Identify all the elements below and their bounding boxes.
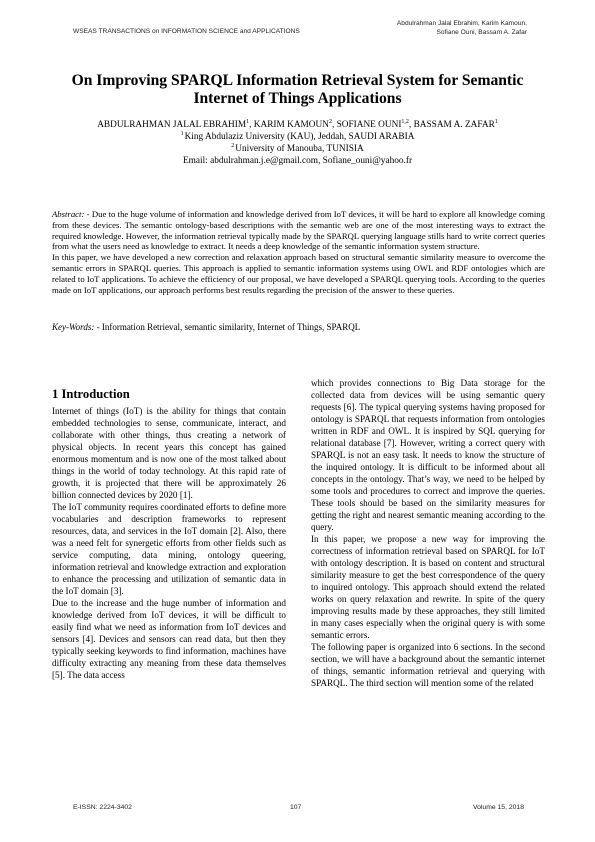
author-email: Email: abdulrahman.j.e@gmail.com, Sofiane_ouni@yahoo.fr [182, 156, 413, 166]
abstract-label: Abstract: [52, 209, 85, 219]
author-3-sup: 1,2 [401, 118, 409, 125]
running-header-authors [397, 19, 527, 37]
author-3: , SOFIANE OUNI [331, 120, 402, 130]
paper-title-line1: On Improving SPARQL Information Retrieval System for Semantic [71, 72, 524, 89]
abstract [52, 209, 545, 295]
abstract-text-1: - Due to the huge volume of information and knowledge derived from IoT devices, it will be hard to explore all knowledge coming from these devices. The semantic ontology-based descriptions with the semantic web are one of the most interesting ways to extract the required knowledge. However, the information retrieval typically made by the SPARQL querying language stills hard to write correct queries from what the users need as knowledge to extract. It needs a deep knowledge of the semantic information system structure. [52, 209, 545, 252]
author-2: , KARIM KAMOUN [249, 120, 329, 130]
running-header-authors-line1: Abdulrahman Jalal Ebrahim, Karim Kamoun, [396, 20, 527, 27]
author-1-sup: 1 [246, 118, 250, 125]
author-names [40, 119, 555, 131]
abstract-paragraph-2: In this paper, we have developed a new correction and relaxation approach based on structural semantic similarity measure to overcome the semantic errors in SPARQL queries. This approach is applied to semantic information systems using OWL and RDF ontologies which are related to IoT applications. To achieve the efficiency of our proposal, we have developed a SPARQL querying tools. According to the queries made on IoT applications, our approach performs best results regarding the precision of the answer to these queries. [52, 252, 545, 295]
body-paragraph: which provides connections to Big Data storage for the collected data from devices will be using semantic query requests [6]. The typical querying systems having proposed for ontology is SPARQL that requests information from ontologies written in RDF and OWL. It is inspired by SQL querying for relational database [7]. However, writing a correct query with SPARQL is not an easy task. It needs to know the structure of the inquired ontology. It is difficult to be informed about all concepts in the ontology. That’s way, we need to be helped by some tools and procedures to correct and improve the queries. These tools should be based on the similarity measures for getting the right and nearest semantic meaning according to the query. [311, 378, 545, 532]
footer-volume: Volume 15, 2018 [472, 804, 524, 811]
paper-title-line2: Internet of Things Applications [193, 90, 402, 107]
affiliation-1 [40, 131, 555, 143]
abstract-paragraph-1 [52, 209, 545, 252]
affiliation-2-sup: 2 [231, 142, 235, 149]
affiliation-2 [40, 143, 555, 155]
body-paragraph: In this paper, we propose a new way for improving the correctness of information retrieval based on SPARQL for IoT with ontology description. It is based on content and structural similarity measure to get the best correspondence of the query to inquired ontology. This approach should extend the related works on query relaxation and rewrite. In spite of the query improving results made by these approaches, they still limited in many cases especially when the original query is with some semantic errors. [311, 534, 545, 640]
affiliation-2-text: University of Manouba, TUNISIA [235, 144, 364, 154]
affiliation-1-sup: 1 [180, 130, 184, 137]
author-2-sup: 2 [328, 118, 332, 125]
body-paragraph: The IoT community requires coordinated efforts to define more vocabularies and description frameworks to represent resources, data, and services in the IoT domain [2]. Also, there was a need felt for synergetic efforts from other fields such as service computing, data mining, ontology queering, information retrieval and knowledge extraction and exploration to enhance the processing and utilization of semantic data in the IoT domain [3]. [52, 502, 286, 596]
author-1: ABDULRAHMAN JALAL EBRAHIM [97, 120, 247, 130]
author-block [40, 119, 555, 167]
author-4: , BASSAM A. ZAFAR [408, 120, 495, 130]
running-header-authors-line2: Sofiane Ouni, Bassam A. Zafar [436, 29, 527, 36]
footer-issn: E-ISSN: 2224-3402 [73, 804, 132, 811]
paper-title [40, 72, 555, 108]
body-column-right [311, 377, 545, 689]
running-header-journal: WSEAS TRANSACTIONS on INFORMATION SCIENCE and APPLICATIONS [73, 28, 300, 35]
body-paragraph: Due to the increase and the huge number of information and knowledge derived from IoT devices, it will be difficult to easily find what we need as information from IoT devices and sensors [4]. Devices and sensors can read data, but then they typically seeking keywords to find information, machines have difficulty extracting any meaning from these data themselves [5]. The data access [52, 598, 286, 680]
body-paragraph: Internet of things (IoT) is the ability for things that contain embedded technologies to sense, communicate, interact, and collaborate with other things, thus creating a network of physical objects. In recent years this concept has gained enormous momentum and is now one of the most talked about things in the world of today technology. At this rapid rate of growth, it is projected that there will be approximately 26 billion connected devices by 2020 [1]. [52, 406, 286, 500]
keywords-label: Key-Words: [52, 322, 95, 332]
keywords-text: - Information Retrieval, semantic similarity, Internet of Things, SPARQL [94, 322, 361, 332]
affiliation-1-text: King Abdulaziz University (KAU), Jeddah, SAUDI ARABIA [184, 132, 415, 142]
keywords [52, 322, 545, 333]
section-heading-introduction: 1 Introduction [52, 387, 130, 401]
footer-page-number: 107 [290, 804, 302, 811]
body-paragraph: The following paper is organized into 6 sections. In the second section, we will have a background about the semantic internet of things, semantic information retrieval and querying with SPARQL. The third section will mention some of the related [311, 642, 545, 688]
author-4-sup: 1 [494, 118, 498, 125]
body-column-left [52, 387, 286, 681]
